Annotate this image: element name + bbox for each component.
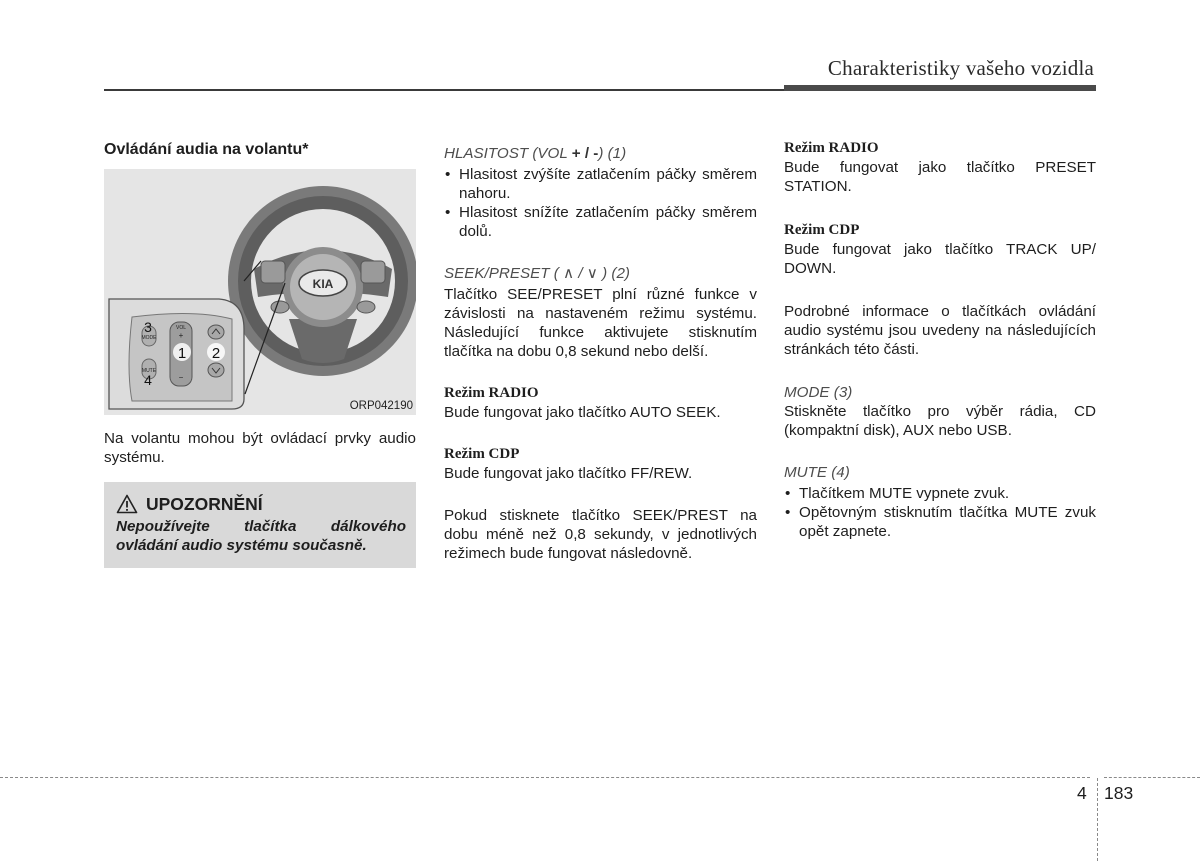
column-3	[784, 139, 1096, 541]
footer-divider-right	[1104, 777, 1200, 778]
list-item: • Hlasitost snížíte zatlačením páčky směrem dolů.	[444, 203, 757, 241]
kia-logo: KIA	[312, 277, 334, 291]
header-rule	[104, 89, 784, 91]
seek-arrows: ∧ / ∨	[563, 265, 598, 282]
footer-divider	[0, 777, 1090, 778]
figure-caption: ORP042190	[349, 400, 413, 412]
section-heading: Ovládání audia na volantu*	[104, 141, 309, 158]
steering-wheel-figure	[104, 169, 416, 415]
list-item: • Tlačítkem MUTE vypnete zvuk.	[784, 484, 1096, 503]
info-paragraph: Podrobné informace o tlačítkách ovládání audio systému jsou uvedeny na následujících stránkách této části.	[784, 303, 1096, 358]
mute-heading: MUTE (4)	[784, 464, 850, 481]
mode-label: MODE	[141, 335, 157, 341]
volume-symbols: + / -	[571, 145, 599, 162]
callout-3: 3	[144, 319, 152, 335]
page-header-title: Charakteristiky vašeho vozidla	[827, 56, 1094, 80]
steering-wheel-illustration	[104, 169, 416, 415]
radio-mode-heading: Režim RADIO	[444, 385, 539, 401]
list-item: • Opětovným stisknutím tlačítka MUTE zvuk opět zapnete.	[784, 503, 1096, 541]
cdp-mode-text: Bude fungovat jako tlačítko FF/REW.	[444, 465, 693, 482]
warning-triangle-icon	[116, 494, 138, 514]
column-2	[444, 144, 757, 563]
warning-title: UPOZORNĚNÍ	[146, 494, 263, 514]
vol-label: VOL	[175, 325, 187, 331]
warning-box	[104, 482, 416, 568]
volume-heading: HLASITOST (VOL + / -) (1)	[444, 145, 627, 162]
seek-heading: SEEK/PRESET ( ∧ / ∨ ) (2)	[444, 265, 630, 282]
list-item: • Hlasitost zvýšíte zatlačením páčky směrem nahoru.	[444, 165, 757, 203]
seek-paragraph: Tlačítko SEE/PRESET plní různé funkce v závislosti na nastaveném režimu systému. Následující funkce aktivujete stisknutím tlačítka na dobu 0,8 sekund nebo delší.	[444, 286, 757, 360]
vol-plus-label: +	[178, 331, 184, 340]
mode-heading: MODE (3)	[784, 384, 853, 401]
vol-minus-label: −	[178, 373, 184, 382]
radio-mode-text-short: Bude fungovat jako tlačítko PRESET STATION.	[784, 159, 1096, 195]
callout-2: 2	[211, 345, 221, 362]
mode-paragraph: Stiskněte tlačítko pro výběr rádia, CD (kompaktní disk), AUX nebo USB.	[784, 403, 1096, 439]
radio-mode-heading-short: Režim RADIO	[784, 140, 879, 156]
volume-bullets	[444, 165, 757, 241]
footer-vertical-divider	[1097, 778, 1098, 861]
mute-label: MUTE	[141, 368, 157, 374]
header-rule-accent	[784, 85, 1096, 91]
warning-text: Nepoužívejte tlačítka dálkového ovládání audio systému současně.	[116, 518, 406, 554]
page-number: 183	[1104, 783, 1134, 803]
cdp-mode-text-short: Bude fungovat jako tlačítko TRACK UP/ DOWN.	[784, 241, 1096, 277]
cdp-mode-heading: Režim CDP	[444, 446, 520, 462]
chapter-number: 4	[1077, 783, 1087, 803]
callout-4: 4	[144, 372, 152, 388]
mute-bullets	[784, 484, 1096, 541]
callout-1: 1	[177, 345, 187, 362]
intro-paragraph: Na volantu mohou být ovládací prvky audio systému.	[104, 430, 416, 466]
short-press-paragraph: Pokud stisknete tlačítko SEEK/PREST na dobu méně než 0,8 sekundy, v jednotlivých režimech bude fungovat následovně.	[444, 507, 757, 562]
cdp-mode-heading-short: Režim CDP	[784, 222, 860, 238]
radio-mode-text: Bude fungovat jako tlačítko AUTO SEEK.	[444, 404, 721, 421]
